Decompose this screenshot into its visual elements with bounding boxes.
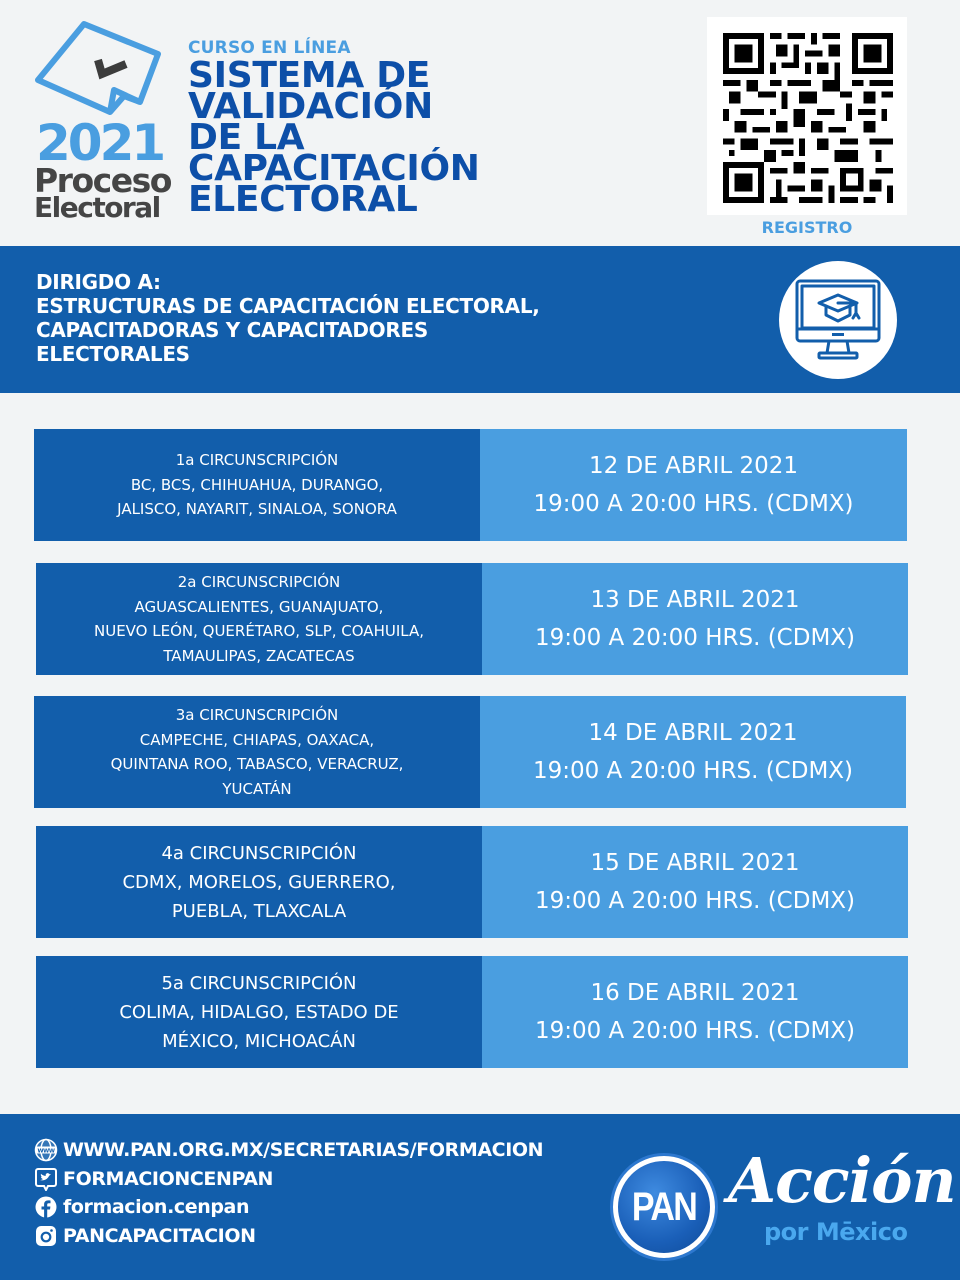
- session-row-1: [34, 429, 907, 541]
- website-link[interactable]: [34, 1136, 543, 1165]
- title-line: VALIDACIÓN: [188, 86, 433, 127]
- session-region: [34, 696, 480, 808]
- online-course-badge: [779, 261, 897, 379]
- registration-qr-code[interactable]: [707, 17, 907, 215]
- audience-band: [0, 246, 960, 393]
- por-mexico-text: por Mēxico: [764, 1218, 908, 1246]
- title-line: CAPACITACIÓN: [188, 148, 480, 189]
- circunscripcion-label: 2a CIRCUNSCRIPCIÓN: [177, 573, 341, 591]
- session-time: 19:00 A 20:00 HRS. (CDMX): [532, 758, 854, 784]
- session-date: 15 DE ABRIL 2021: [590, 850, 800, 876]
- twitter-link[interactable]: [34, 1165, 543, 1194]
- states-line: MÉXICO, MICHOACÁN: [162, 1030, 356, 1052]
- states-line: TAMAULIPAS, ZACATECAS: [163, 646, 355, 665]
- states-line: CDMX, MORELOS, GUERRERO,: [122, 871, 396, 893]
- computer-graduation-cap-icon: [793, 277, 883, 363]
- audience-line: DIRIGDO A:: [36, 270, 161, 294]
- course-label: CURSO EN LÍNEA: [188, 38, 351, 58]
- session-date: 12 DE ABRIL 2021: [588, 453, 799, 479]
- instagram-handle: PANCAPACITACION: [63, 1224, 256, 1247]
- twitter-handle: FORMACIONCENPAN: [63, 1167, 274, 1190]
- session-datetime: [482, 956, 908, 1068]
- states-line: AGUASCALIENTES, GUANAJUATO,: [134, 597, 384, 616]
- session-region: [36, 826, 482, 938]
- session-date: 13 DE ABRIL 2021: [590, 587, 800, 613]
- instagram-icon: [34, 1224, 58, 1248]
- circunscripcion-label: 4a CIRCUNSCRIPCIÓN: [161, 842, 357, 864]
- states-line: PUEBLA, TLAXCALA: [171, 900, 347, 922]
- logo-year: 2021: [36, 114, 164, 172]
- audience-line: ELECTORALES: [36, 342, 190, 366]
- title-line: SISTEMA DE: [188, 55, 431, 96]
- circunscripcion-label: 5a CIRCUNSCRIPCIÓN: [161, 972, 357, 994]
- circunscripcion-label: 3a CIRCUNSCRIPCIÓN: [175, 706, 339, 724]
- audience-line: ESTRUCTURAS DE CAPACITACIÓN ELECTORAL,: [36, 294, 540, 318]
- states-line: BC, BCS, CHIHUAHUA, DURANGO,: [130, 475, 384, 494]
- session-region: [36, 956, 482, 1068]
- audience-line: CAPACITADORAS Y CAPACITADORES: [36, 318, 428, 342]
- session-time: 19:00 A 20:00 HRS. (CDMX): [534, 625, 856, 651]
- session-region: [36, 563, 482, 675]
- website-text: WWW.PAN.ORG.MX/SECRETARIAS/FORMACION: [63, 1139, 544, 1162]
- accion-script-logo: Acción: [728, 1144, 956, 1217]
- session-datetime: [480, 696, 906, 808]
- header: [0, 0, 960, 246]
- states-line: COLIMA, HIDALGO, ESTADO DE: [119, 1001, 399, 1023]
- qr-registration-label: REGISTRO: [761, 218, 853, 237]
- states-line: CAMPECHE, CHIAPAS, OAXACA,: [139, 730, 375, 749]
- circunscripcion-label: 1a CIRCUNSCRIPCIÓN: [175, 451, 339, 470]
- session-datetime: [482, 563, 908, 675]
- session-region: [34, 429, 480, 541]
- contact-list: [34, 1136, 543, 1250]
- session-row-2: [36, 563, 908, 675]
- facebook-link[interactable]: [34, 1193, 543, 1222]
- states-line: YUCATÁN: [222, 779, 292, 798]
- session-datetime: [480, 429, 907, 541]
- states-line: NUEVO LEÓN, QUERÉTARO, SLP, COAHUILA,: [94, 622, 424, 640]
- session-date: 14 DE ABRIL 2021: [588, 720, 798, 746]
- svg-text:WWW: WWW: [37, 1148, 55, 1155]
- logo-electoral: Electoral: [34, 191, 160, 224]
- states-line: QUINTANA ROO, TABASCO, VERACRUZ,: [110, 755, 404, 773]
- proceso-electoral-logo: [30, 18, 180, 228]
- facebook-handle: formacion.cenpan: [63, 1196, 250, 1219]
- title-line: DE LA: [188, 117, 305, 158]
- course-title: [188, 55, 480, 220]
- instagram-link[interactable]: [34, 1222, 543, 1251]
- ballot-check-icon: [32, 20, 162, 120]
- session-time: 19:00 A 20:00 HRS. (CDMX): [534, 888, 856, 914]
- session-time: 19:00 A 20:00 HRS. (CDMX): [534, 1018, 856, 1044]
- pan-logo-text: PAN: [631, 1184, 697, 1229]
- session-row-5: [36, 956, 908, 1068]
- www-globe-icon: [34, 1138, 58, 1162]
- session-row-4: [36, 826, 908, 938]
- audience-text: [36, 270, 540, 366]
- twitter-icon: [34, 1167, 58, 1191]
- session-date: 16 DE ABRIL 2021: [590, 980, 800, 1006]
- qr-code-icon: [723, 33, 893, 203]
- session-row-3: [34, 696, 906, 808]
- states-line: JALISCO, NAYARIT, SINALOA, SONORA: [117, 500, 397, 519]
- session-time: 19:00 A 20:00 HRS. (CDMX): [533, 491, 854, 517]
- facebook-icon: [34, 1195, 58, 1219]
- session-datetime: [482, 826, 908, 938]
- logo-proceso: Proceso: [34, 161, 171, 200]
- title-line: ELECTORAL: [188, 179, 418, 220]
- footer: [0, 1114, 960, 1280]
- pan-logo: [613, 1156, 715, 1258]
